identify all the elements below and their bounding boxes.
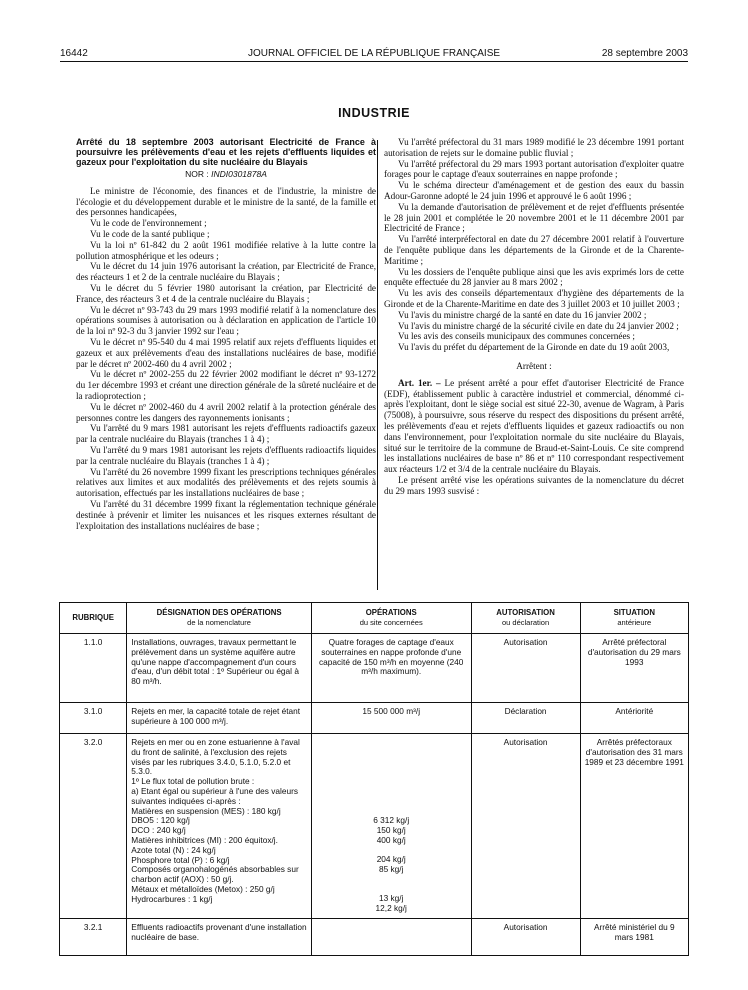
pollutant-value: 13 kg/j bbox=[378, 893, 404, 904]
right-paragraph: Vu l'arrêté interpréfectoral en date du 27 décembre 2001 relatif à l'ouverture de l'enquête publique dans les départements de la Gironde et de la Charente-Maritime ; bbox=[384, 234, 684, 266]
left-paragraph: Vu le décret nº 2002-255 du 22 février 2002 modifiant le décret nº 93-1272 du 1er décembre 1993 et créant une direction générale de la sûreté nucléaire et de la radioprotection ; bbox=[76, 369, 376, 401]
table-row bbox=[60, 918, 689, 955]
cell-operations: Quatre forages de captage d'eaux souterraines en nappe profonde d'une capacité de 150 m³/h en moyenne (240 m³/h maximum). bbox=[311, 634, 471, 703]
left-paragraph: Vu l'arrêté du 31 décembre 1999 fixant la réglementation technique générale destinée à prévenir et limiter les nuisances et les risques externes résultant de l'exploitation des installations nucléaires de base ; bbox=[76, 498, 376, 531]
right-paragraph: Vu les avis des conseils départementaux d'hygiène des départements de la Gironde et de la Charente-Maritime en date des 3 juillet 2003 et 10 juillet 2003 ; bbox=[384, 288, 684, 309]
cell-autorisation: Autorisation bbox=[471, 634, 580, 703]
header-rubrique: RUBRIQUE bbox=[60, 603, 127, 634]
left-paragraph: Vu la loi nº 61-842 du 2 août 1961 modifiée relative à la lutte contre la pollution atmosphérique et les odeurs ; bbox=[76, 239, 376, 261]
table-header-row bbox=[60, 603, 689, 634]
left-paragraph: Vu le décret du 14 juin 1976 autorisant la création, par Electricité de France, des réacteurs 1 et 2 de la centrale nucléaire du Blayais ; bbox=[76, 261, 376, 283]
cell-autorisation: Autorisation bbox=[471, 918, 580, 955]
cell-operations: 15 500 000 m³/j bbox=[311, 703, 471, 734]
cell-designation bbox=[127, 734, 312, 919]
pollutant-value: 6 312 kg/j bbox=[373, 815, 410, 825]
article-1-text: Le présent arrêté a pour effet d'autoriser Electricité de France (EDF), établissement public à caractère industriel et commercial, dénommé ci-après l'exploitant, dont le siège social est situé 22-30, avenue de Wagram, à Paris (75008), à poursuivre, sous réserve du respect des dispositions du présent arrêté, les prélèvements d'eau et rejets d'effluents liquides et gazeux radioactifs ou non dans l'environnement, pour l'exploitation normale du site nucléaire du Blayais, situé sur le territoire de la commune de Braud-et-Saint-Louis. Ce site comprend les installations nucléaires de base nº 86 et nº 110 correspondant respectivement aux réacteurs 1/2 et 3/4 de la centrale nucléaire du Blayais. bbox=[384, 377, 684, 475]
right-paragraph: Vu les dossiers de l'enquête publique ainsi que les avis exprimés lors de cette enquête effectuée du 28 janvier au 8 mars 2002 ; bbox=[384, 266, 684, 288]
table-row bbox=[60, 634, 689, 703]
pollutant-threshold: Composés organohalogénés absorbables sur charbon actif (AOX) : 50 g/j. bbox=[131, 864, 299, 885]
pollutant-value: 85 kg/j bbox=[378, 863, 404, 874]
section-title: INDUSTRIE bbox=[338, 106, 410, 120]
left-paragraph: Vu l'arrêté du 26 novembre 1999 fixant les prescriptions techniques générales relatives aux limites et aux modalités des prélèvements et des rejets soumis à autorisation, effectués par les installations nucléaires de base ; bbox=[76, 466, 376, 499]
pollutant-value: 12,2 kg/j bbox=[375, 903, 407, 914]
left-column bbox=[76, 137, 376, 531]
table-row bbox=[60, 703, 689, 734]
cell-situation: Antériorité bbox=[580, 703, 688, 734]
left-paragraph: Vu l'arrêté du 9 mars 1981 autorisant les rejets d'effluents radioactifs gazeux par la centrale nucléaire du Blayais (tranches 1 à 4) ; bbox=[76, 423, 376, 445]
cell-operations bbox=[311, 734, 471, 919]
page-header bbox=[60, 44, 688, 62]
pollutant-threshold: Azote total (N) : 24 kg/j bbox=[131, 845, 216, 855]
nor-reference bbox=[76, 169, 376, 180]
nor-label: NOR : bbox=[185, 169, 209, 179]
left-paragraph: Vu le code de la santé publique ; bbox=[90, 228, 210, 239]
left-paragraph: Vu le décret nº 2002-460 du 4 avril 2002 relatif à la protection générale des personnes contre les dangers des rayonnements ionisants ; bbox=[76, 401, 376, 423]
pollutant-threshold: Phosphore total (P) : 6 kg/j bbox=[131, 855, 230, 865]
header-autorisation: AUTORISATION ou déclaration bbox=[471, 603, 580, 634]
cell-situation: Arrêté ministériel du 9 mars 1981 bbox=[580, 918, 688, 955]
journal-title: JOURNAL OFFICIEL DE LA RÉPUBLIQUE FRANÇAISE bbox=[247, 48, 501, 59]
article-1-label: Art. 1er. – bbox=[398, 377, 441, 388]
designation-text: Rejets en mer ou en zone estuarienne à l'aval du front de salinité, à l'exclusion des rejets visés par les rubriques 3.4.0, 5.1.0, 5.2.0 et 5.3.0. bbox=[131, 737, 300, 777]
cell-rubrique: 3.2.0 bbox=[60, 734, 127, 919]
cell-operations bbox=[311, 918, 471, 955]
left-paragraph: Vu le décret nº 95-540 du 4 mai 1995 relatif aux rejets d'effluents liquides et gazeux et aux prélèvements d'eau des installations nucléaires de base, modifié par le décret nº 2002-460 du 4 avril 2002 ; bbox=[76, 336, 376, 369]
pollutant-threshold: Matières en suspension (MES) : 180 kg/j bbox=[131, 806, 281, 816]
pollutant-threshold: Matières inhibitrices (MI) : 200 équitox/j. bbox=[131, 835, 278, 845]
right-paragraph: Vu le schéma directeur d'aménagement et de gestion des eaux du bassin Adour-Garonne adopté le 24 juin 1996 et approuvé le 6 août 1996 ; bbox=[384, 180, 684, 201]
table-row bbox=[60, 734, 689, 919]
right-paragraph: Vu l'avis du ministre chargé de la santé en date du 16 janvier 2002 ; bbox=[398, 309, 647, 320]
cell-rubrique: 3.2.1 bbox=[60, 918, 127, 955]
cell-rubrique: 3.1.0 bbox=[60, 703, 127, 734]
pollutant-value: 400 kg/j bbox=[376, 834, 406, 845]
pollutant-value bbox=[316, 875, 467, 895]
pollutant-value: 204 kg/j bbox=[376, 854, 406, 865]
right-paragraph: Vu l'avis du ministre chargé de la sécurité civile en date du 24 janvier 2002 ; bbox=[398, 320, 679, 331]
right-paragraph: Vu la demande d'autorisation de prélèvement et de rejet d'effluents présentée le 28 juin 2001 et complétée le 20 novembre 2001 et le 11 décembre 2001 par Electricité de France ; bbox=[384, 201, 684, 234]
cell-autorisation: Déclaration bbox=[471, 703, 580, 734]
nomenclature-intro: Le présent arrêté vise les opérations suivantes de la nomenclature du décret du 29 mars 1993 susvisé : bbox=[384, 474, 684, 496]
left-paragraph: Vu le décret nº 93-743 du 29 mars 1993 modifié relatif à la nomenclature des opérations soumises à autorisation ou à déclaration en application de l'article 10 de la loi nº 92-3 du 3 janvier 1992 sur l'eau ; bbox=[76, 304, 376, 337]
pollutant-value: 150 kg/j bbox=[376, 824, 406, 835]
cell-designation: Effluents radioactifs provenant d'une installation nucléaire de base. bbox=[127, 918, 312, 955]
article-1 bbox=[384, 378, 684, 475]
left-paragraph: Vu le code de l'environnement ; bbox=[90, 218, 207, 229]
page-number: 16442 bbox=[60, 48, 88, 59]
cell-designation: Rejets en mer, la capacité totale de rejet étant supérieure à 100 000 m³/j. bbox=[127, 703, 312, 734]
header-rule bbox=[60, 61, 688, 62]
header-situation: SITUATION antérieure bbox=[580, 603, 688, 634]
right-column bbox=[384, 137, 684, 497]
decree-title: Arrêté du 18 septembre 2003 autorisant Electricité de France à poursuivre les prélèvements d'eau et les rejets d'effluents liquides et gazeux pour l'exploitation du site nucléaire du Blayais bbox=[76, 137, 376, 167]
right-paragraph: Vu l'avis du préfet du département de la Gironde en date du 19 août 2003, bbox=[398, 342, 670, 353]
left-paragraph: Le ministre de l'économie, des finances et de l'industrie, la ministre de l'écologie et du développement durable et le ministre de la santé, de la famille et des personnes handicapées, bbox=[76, 185, 376, 218]
nor-code: INDI0301878A bbox=[211, 169, 267, 179]
right-paragraph: Vu l'arrêté préfectoral du 31 mars 1989 modifié le 23 décembre 1991 portant autorisation de rejets sur le domaine public fluvial ; bbox=[384, 137, 684, 158]
flux-intro: 1º Le flux total de pollution brute : bbox=[131, 776, 255, 787]
left-paragraph: Vu le décret du 5 février 1980 autorisant la création, par Electricité de France, des réacteurs 3 et 4 de la centrale nucléaire du Blayais ; bbox=[76, 282, 376, 304]
left-paragraph: Vu l'arrêté du 9 mars 1981 autorisant les rejets d'effluents radioactifs liquides par la centrale nucléaire du Blayais (tranches 1 à 4) ; bbox=[76, 444, 376, 466]
nomenclature-table bbox=[59, 602, 689, 956]
cell-designation: Installations, ouvrages, travaux permettant le prélèvement dans un système aquifère autre qu'une nappe d'accompagnement d'un cours d'eau, d'un débit total : 1º Supérieur ou égal à 80 m³/h. bbox=[127, 634, 312, 703]
header-designation: DÉSIGNATION DES OPÉRATIONS de la nomenclature bbox=[127, 603, 312, 634]
cell-rubrique: 1.1.0 bbox=[60, 634, 127, 703]
pollutant-threshold: Métaux et métalloïdes (Metox) : 250 g/j bbox=[131, 884, 275, 894]
pollutant-threshold: DBO5 : 120 kg/j bbox=[131, 816, 190, 826]
arretent-heading: Arrêtent : bbox=[516, 360, 552, 371]
pollutant-threshold: Hydrocarbures : 1 kg/j bbox=[131, 894, 213, 904]
issue-date: 28 septembre 2003 bbox=[601, 48, 688, 59]
right-paragraph: Vu les avis des conseils municipaux des communes concernées ; bbox=[398, 331, 635, 342]
cell-situation: Arrêté préfectoral d'autorisation du 29 mars 1993 bbox=[580, 634, 688, 703]
column-divider bbox=[377, 140, 378, 590]
header-operations: OPÉRATIONS du site concernées bbox=[311, 603, 471, 634]
flux-a: a) Etant égal ou supérieur à l'une des valeurs suivantes indiquées ci-après : bbox=[131, 785, 298, 806]
cell-situation: Arrêtés préfectoraux d'autorisation des 31 mars 1989 et 23 décembre 1991 bbox=[580, 734, 688, 919]
pollutant-threshold: DCO : 240 kg/j bbox=[131, 826, 186, 836]
cell-autorisation: Autorisation bbox=[471, 734, 580, 919]
right-paragraph: Vu l'arrêté préfectoral du 29 mars 1993 portant autorisation d'exploiter quatre forages pour le captage d'eaux souterraines en nappe profonde ; bbox=[384, 158, 684, 180]
